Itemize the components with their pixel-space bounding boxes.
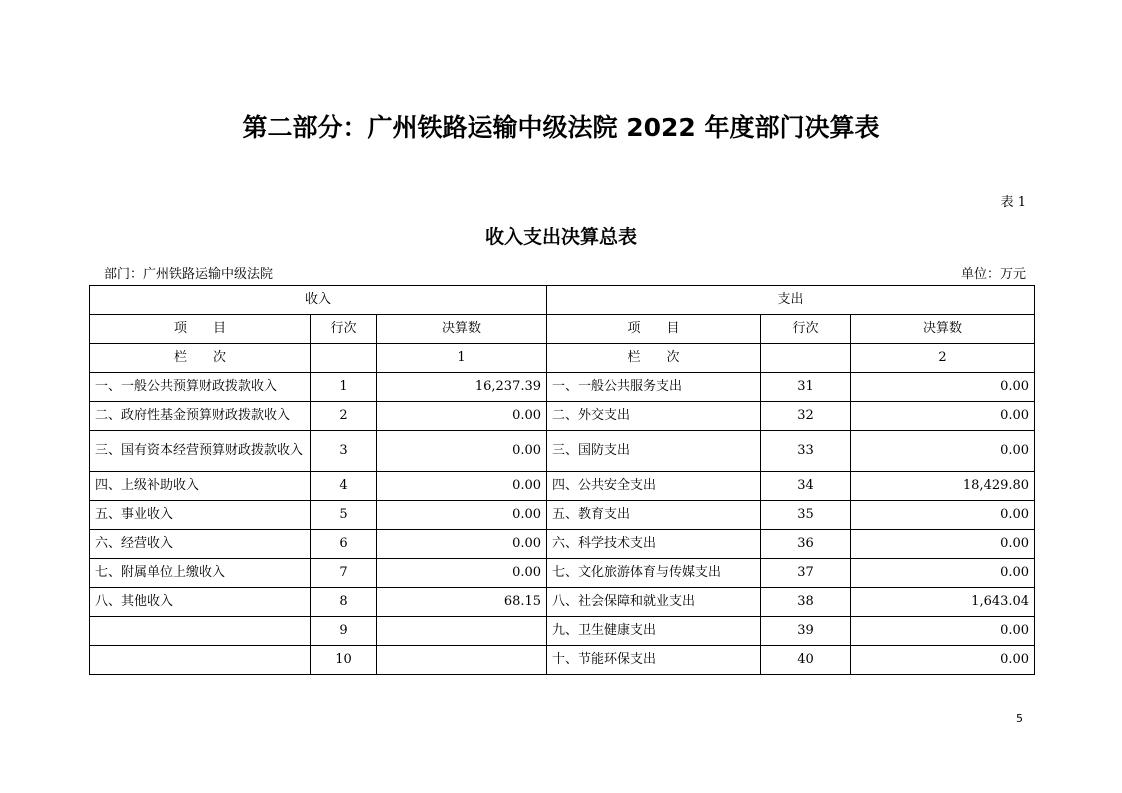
- income-item-cell: 六、经营收入: [90, 530, 311, 559]
- expense-item-cell: 五、教育支出: [547, 501, 761, 530]
- expense-column-label: 栏 次: [547, 344, 761, 373]
- expense-amount-cell: 18,429.80: [851, 472, 1035, 501]
- expense-item-cell: 六、科学技术支出: [547, 530, 761, 559]
- table-row: [90, 588, 1035, 617]
- income-amount-cell: [377, 617, 547, 646]
- table-row: [90, 530, 1035, 559]
- expense-item-cell: 三、国防支出: [547, 431, 761, 472]
- income-line-cell: 7: [311, 559, 377, 588]
- expense-item-cell: 十、节能环保支出: [547, 646, 761, 675]
- income-line-cell: 4: [311, 472, 377, 501]
- expense-amount-cell: 0.00: [851, 431, 1035, 472]
- expense-line-cell: 35: [761, 501, 851, 530]
- income-item-cell: 五、事业收入: [90, 501, 311, 530]
- table-row: [90, 559, 1035, 588]
- expense-line-blank: [761, 344, 851, 373]
- expense-amount-cell: 1,643.04: [851, 588, 1035, 617]
- table-row: [90, 373, 1035, 402]
- income-amount-cell: 16,237.39: [377, 373, 547, 402]
- income-item-cell: 七、附属单位上缴收入: [90, 559, 311, 588]
- table-title: 收入支出决算总表: [484, 226, 637, 248]
- expense-item-cell: 八、社会保障和就业支出: [547, 588, 761, 617]
- expense-line-cell: 40: [761, 646, 851, 675]
- header-row-columns: [90, 315, 1035, 344]
- unit-label: 单位：万元: [960, 267, 1026, 282]
- income-line-cell: 2: [311, 402, 377, 431]
- table-row: [90, 472, 1035, 501]
- expense-column-number: 2: [851, 344, 1035, 373]
- table-row: [90, 617, 1035, 646]
- income-item-cell: 二、政府性基金预算财政拨款收入: [90, 402, 311, 431]
- expense-amount-cell: 0.00: [851, 530, 1035, 559]
- expense-amount-cell: 0.00: [851, 617, 1035, 646]
- income-amount-cell: 0.00: [377, 402, 547, 431]
- income-item-cell: [90, 646, 311, 675]
- expense-line-cell: 38: [761, 588, 851, 617]
- income-amount-cell: 0.00: [377, 559, 547, 588]
- expense-line-cell: 32: [761, 402, 851, 431]
- page-title: 第二部分：广州铁路运输中级法院 2022 年度部门决算表: [242, 113, 880, 142]
- income-amount-cell: [377, 646, 547, 675]
- expense-line-cell: 37: [761, 559, 851, 588]
- income-item-cell: 八、其他收入: [90, 588, 311, 617]
- income-amount-cell: 0.00: [377, 501, 547, 530]
- table-row: [90, 646, 1035, 675]
- expense-line-cell: 39: [761, 617, 851, 646]
- header-row-sections: [90, 286, 1035, 315]
- income-amount-cell: 0.00: [377, 472, 547, 501]
- income-column-label: 栏 次: [90, 344, 311, 373]
- expense-header: 支出: [547, 286, 1035, 315]
- income-amount-cell: 0.00: [377, 431, 547, 472]
- income-line-cell: 9: [311, 617, 377, 646]
- expense-line-cell: 31: [761, 373, 851, 402]
- expense-line-cell: 34: [761, 472, 851, 501]
- income-item-cell: 三、国有资本经营预算财政拨款收入: [90, 431, 311, 472]
- expense-item-cell: 一、一般公共服务支出: [547, 373, 761, 402]
- expense-amount-cell: 0.00: [851, 501, 1035, 530]
- income-line-cell: 3: [311, 431, 377, 472]
- income-item-cell: 四、上级补助收入: [90, 472, 311, 501]
- income-amount-cell: 68.15: [377, 588, 547, 617]
- expense-item-header: 项 目: [547, 315, 761, 344]
- table-row: [90, 431, 1035, 472]
- income-line-cell: 1: [311, 373, 377, 402]
- expense-amount-cell: 0.00: [851, 559, 1035, 588]
- department-label: 部门：广州铁路运输中级法院: [104, 267, 274, 282]
- expense-amount-cell: 0.00: [851, 646, 1035, 675]
- expense-line-header: 行次: [761, 315, 851, 344]
- income-line-cell: 10: [311, 646, 377, 675]
- page-number: 5: [1016, 712, 1023, 725]
- income-amount-cell: 0.00: [377, 530, 547, 559]
- expense-amount-header: 决算数: [851, 315, 1035, 344]
- income-header: 收入: [90, 286, 547, 315]
- income-line-blank: [311, 344, 377, 373]
- table-row: [90, 501, 1035, 530]
- income-item-cell: [90, 617, 311, 646]
- income-expense-table: [89, 285, 1035, 675]
- income-line-cell: 8: [311, 588, 377, 617]
- income-amount-header: 决算数: [377, 315, 547, 344]
- expense-item-cell: 二、外交支出: [547, 402, 761, 431]
- table-number: 表 1: [1000, 195, 1026, 210]
- table-row: [90, 402, 1035, 431]
- income-column-number: 1: [377, 344, 547, 373]
- expense-amount-cell: 0.00: [851, 373, 1035, 402]
- income-item-cell: 一、一般公共预算财政拨款收入: [90, 373, 311, 402]
- expense-line-cell: 33: [761, 431, 851, 472]
- income-line-header: 行次: [311, 315, 377, 344]
- expense-item-cell: 九、卫生健康支出: [547, 617, 761, 646]
- income-line-cell: 5: [311, 501, 377, 530]
- expense-amount-cell: 0.00: [851, 402, 1035, 431]
- expense-item-cell: 四、公共安全支出: [547, 472, 761, 501]
- income-item-header: 项 目: [90, 315, 311, 344]
- expense-item-cell: 七、文化旅游体育与传媒支出: [547, 559, 761, 588]
- income-line-cell: 6: [311, 530, 377, 559]
- expense-line-cell: 36: [761, 530, 851, 559]
- header-row-column-numbers: [90, 344, 1035, 373]
